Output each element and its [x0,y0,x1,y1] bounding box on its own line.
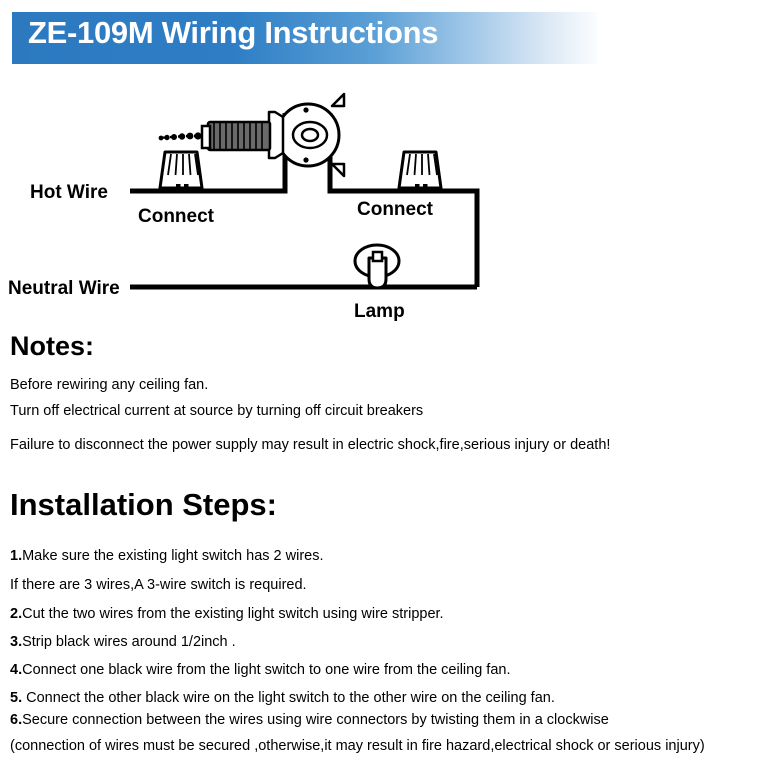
step-text: Connect one black wire from the light switch to one wire from the ceiling fan. [22,662,511,678]
page-title: ZE-109M Wiring Instructions [28,15,439,50]
step-text: Cut the two wires from the existing light switch using wire stripper. [22,606,444,622]
pull-chain [159,132,202,140]
lamp-bulb [355,245,399,288]
step-number: 2. [10,606,23,622]
note-line: Before rewiring any ceiling fan. [10,377,209,393]
step-line [10,713,609,728]
label-lamp: Lamp [354,301,405,322]
label-connect-right: Connect [357,199,433,220]
step-number: 3. [10,634,23,650]
wiring-diagram [0,72,758,322]
wire-nut-left [160,152,202,193]
pull-chain-switch [202,94,344,176]
step-line [10,739,705,754]
note-line: Failure to disconnect the power supply may result in electric shock,fire,serious injury or death! [10,437,611,453]
step-text: Strip black wires around 1/2inch . [22,634,236,650]
label-hot-wire: Hot Wire [30,182,108,203]
step-line [10,578,307,593]
step-text: Connect the other black wire on the light switch to the other wire on the ceiling fan. [22,690,555,706]
step-text: Secure connection between the wires using wire connectors by twisting them in a clockwise [22,712,609,728]
step-number: 4. [10,662,23,678]
step-line [10,549,324,564]
label-neutral-wire: Neutral Wire [8,278,120,299]
step-number: 1. [10,548,23,564]
note-line: Turn off electrical current at source by turning off circuit breakers [10,403,424,419]
step-line [10,635,236,650]
step-line [10,663,511,678]
installation-steps-heading: Installation Steps: [10,487,277,522]
step-number: 6. [10,712,23,728]
step-number: 5. [10,690,23,706]
wire-nut-right [399,152,441,193]
step-text: Make sure the existing light switch has 2 wires. [22,548,324,564]
label-connect-left: Connect [138,206,214,227]
step-line [10,691,555,706]
step-line [10,607,444,622]
step-text: (connection of wires must be secured ,otherwise,it may result in fire hazard,electrical shock or serious injury) [10,738,705,754]
notes-heading: Notes: [10,331,95,361]
step-text: If there are 3 wires,A 3-wire switch is required. [10,577,307,593]
